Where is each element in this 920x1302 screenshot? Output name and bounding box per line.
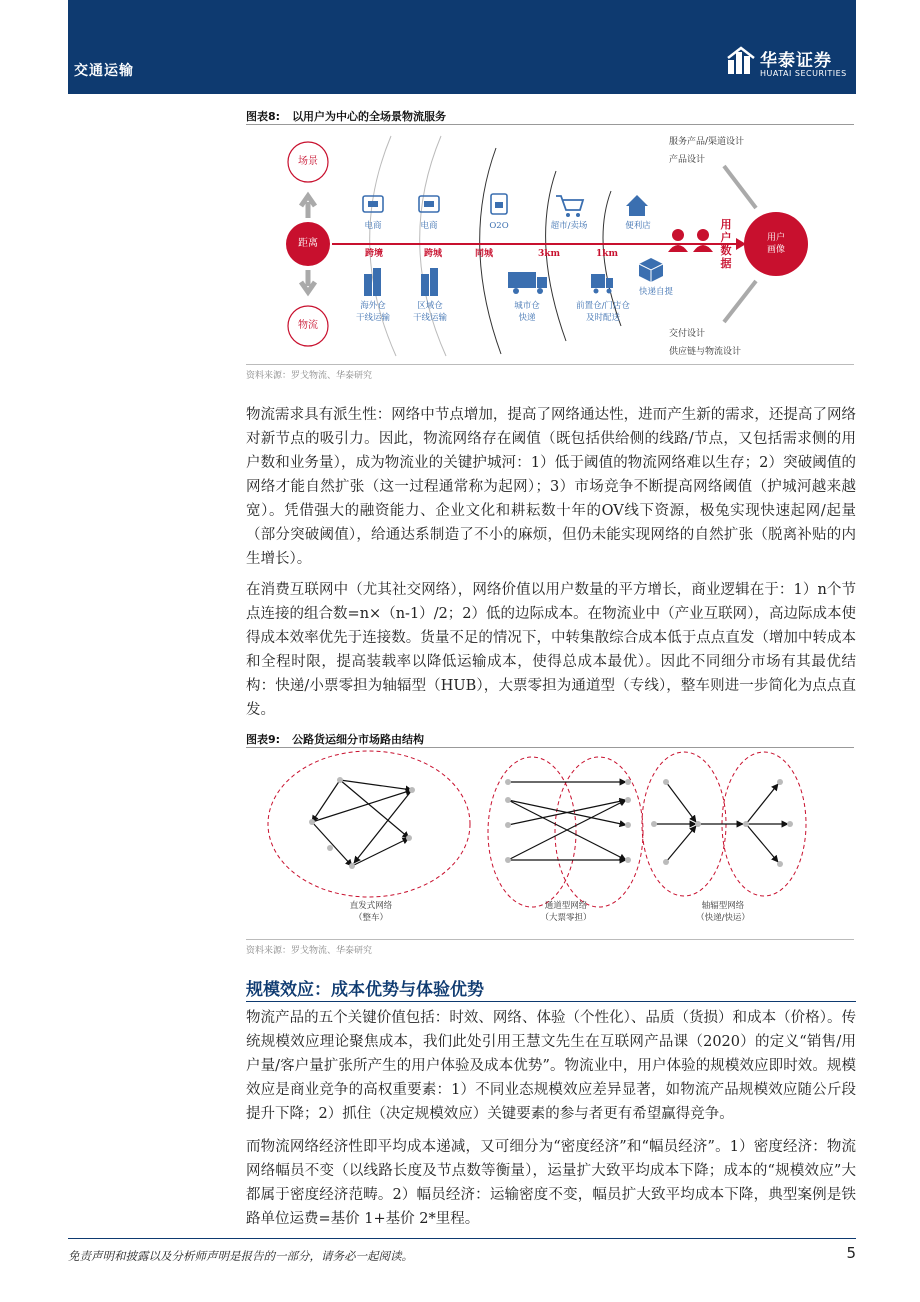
footer-disclaimer: 免责声明和披露以及分析师声明是报告的一部分，请务必一起阅读。 <box>68 1249 413 1263</box>
icon-label-regional-warehouse: 区域仓 干线运输 <box>412 301 447 323</box>
paragraph-4: 而物流网络经济性即平均成本递减，又可细分为“密度经济”和“幅员经济”。1）密度经济：物流网络幅员不变（以线路长度及节点数等衡量），运量扩大致平均成本下降；成本的“规模效应”大都属于密度经济范畴。2）幅员经济：运输密度不变，幅员扩大致平均成本下降，典型案例是铁路单位运费=基价 1+基价 2*里程。 <box>246 1139 856 1227</box>
node-logistics: 物流 <box>298 320 318 331</box>
paragraph-1: 物流需求具有派生性：网络中节点增加，提高了网络通达性，进而产生新的需求，还提高了网络对新节点的吸引力。因此，物流网络存在阈值（既包括供给侧的线路/节点，又包括需求侧的用户数和业务量），成为物流业的关键护城河：1）低于阈值的物流网络难以生存；2）突破阈值的网络才能自然扩张（这一过程通常称为起网）；3）市场竞争不断提高网络阈值（护城河越来越宽）。凭借强大的融资能力、企业文化和耕耘数十年的OV线下资源，极兔实现快速起网/起量（部分突破阈值），给通达系制造了不小的麻烦，但仍未能实现网络的自然扩张（脱离补贴的内生增长）。 <box>246 407 856 567</box>
figure8-top-rule <box>246 124 854 125</box>
icon-label-supermarket: 超市/卖场 <box>550 221 588 231</box>
figure9-diagram <box>246 750 856 936</box>
section-label: 交通运输 <box>74 63 134 79</box>
icon-label-front-warehouse: 前置仓/门店仓 及时配送 <box>576 301 630 323</box>
axis-label-intercity: 跨城 <box>423 249 442 259</box>
caption-direct-network: 直发式网络 （整车） <box>349 901 393 923</box>
icon-label-ecommerce-2: 电商 <box>420 221 438 231</box>
page-number: 5 <box>846 1244 856 1262</box>
paragraph-2: 在消费互联网中（尤其社交网络），网络价值以用户数量的平方增长，商业逻辑在于：1）n个节点连接的组合数=n×（n-1）/2；2）低的边际成本。在物流业中（产业互联网），高边际成本使得成本效率优先于连接数。货量不足的情况下，中转集散综合成本低于点点直发（增加中转成本和全程时限，提高装载率以降低运输成本，使得总成本最优）。因此不同细分市场有其最优结构：快递/小票零担为轴辐型（HUB），大票零担为通道型（专线），整车则进一步简化为点点直发。 <box>246 582 856 718</box>
icon-label-ecommerce-1: 电商 <box>364 221 382 231</box>
caption-hub-spoke-network: 轴辐型网络 （快递/快运） <box>696 901 750 923</box>
figure8-label: 图表8: <box>246 110 281 123</box>
huatai-logo <box>726 44 848 84</box>
axis-label-samecity: 同城 <box>474 249 493 259</box>
user-portrait-label: 用户 画像 <box>766 233 785 255</box>
section-heading-rule <box>246 1001 856 1002</box>
figure9-source: 资料来源：罗戈物流、华泰研究 <box>246 946 373 956</box>
user-data-label: 用户数据 <box>720 218 732 270</box>
figure8-source: 资料来源：罗戈物流、华泰研究 <box>246 371 373 381</box>
page-header <box>68 0 856 94</box>
caption-channel-network: 通道型网络 （大票零担） <box>540 901 592 923</box>
figure9-bottom-rule <box>246 939 854 940</box>
hub-spoke-network <box>642 752 806 896</box>
right-label-delivery-design: 交付设计 <box>669 329 706 339</box>
logo-text-en: HUATAI SECURITIES <box>760 69 847 78</box>
node-distance: 距离 <box>298 238 318 249</box>
figure8-diagram <box>246 126 856 362</box>
icon-label-pickup: 快递自提 <box>638 287 673 297</box>
footer-rule <box>68 1238 856 1239</box>
axis-label-3km: 3km <box>537 249 561 259</box>
paragraph-3: 物流产品的五个关键价值包括：时效、网络、体验（个性化）、品质（货损）和成本（价格）。传统规模效应理论聚焦成本，我们此处引用王慧文先生在互联网产品课（2020）的定义“销售/用户量/客户量扩张所产生的用户体验及成本优势”。物流业中，用户体验的规模效应即时效。规模效应是商业竞争的高权重要素：1）不同业态规模效应差异显著，如物流产品规模效应随公斤段提升下降；2）抓住（决定规模效应）关键要素的参与者更有希望赢得竞争。 <box>246 1010 856 1122</box>
right-label-service-design: 服务产品/渠道设计 <box>669 137 745 147</box>
logo-text-cn: 华泰证券 <box>760 51 832 71</box>
figure9-title-text: 公路货运细分市场路由结构 <box>292 733 425 746</box>
figure9-label: 图表9: <box>246 733 281 746</box>
icon-label-o2o: O2O <box>489 221 509 231</box>
figure8-title <box>246 108 446 124</box>
figure8-bottom-rule <box>246 364 854 365</box>
channel-network <box>488 757 643 907</box>
direct-network <box>268 751 470 897</box>
right-label-product-design: 产品设计 <box>669 155 706 165</box>
huatai-logo-icon <box>726 46 756 76</box>
section-heading: 规模效应：成本优势与体验优势 <box>246 980 484 1000</box>
figure9-top-rule <box>246 747 854 748</box>
icon-label-overseas-warehouse: 海外仓 干线运输 <box>355 301 390 323</box>
right-label-supply-chain-design: 供应链与物流设计 <box>669 347 742 357</box>
figure8-title-text: 以用户为中心的全场景物流服务 <box>292 110 447 123</box>
node-scene: 场景 <box>298 156 318 167</box>
icon-label-city-warehouse: 城市仓 快递 <box>514 301 540 323</box>
axis-label-1km: 1km <box>595 249 619 259</box>
figure9-title <box>246 731 424 747</box>
axis-label-crossborder: 跨境 <box>364 249 383 259</box>
icon-label-convenience: 便利店 <box>625 221 651 231</box>
